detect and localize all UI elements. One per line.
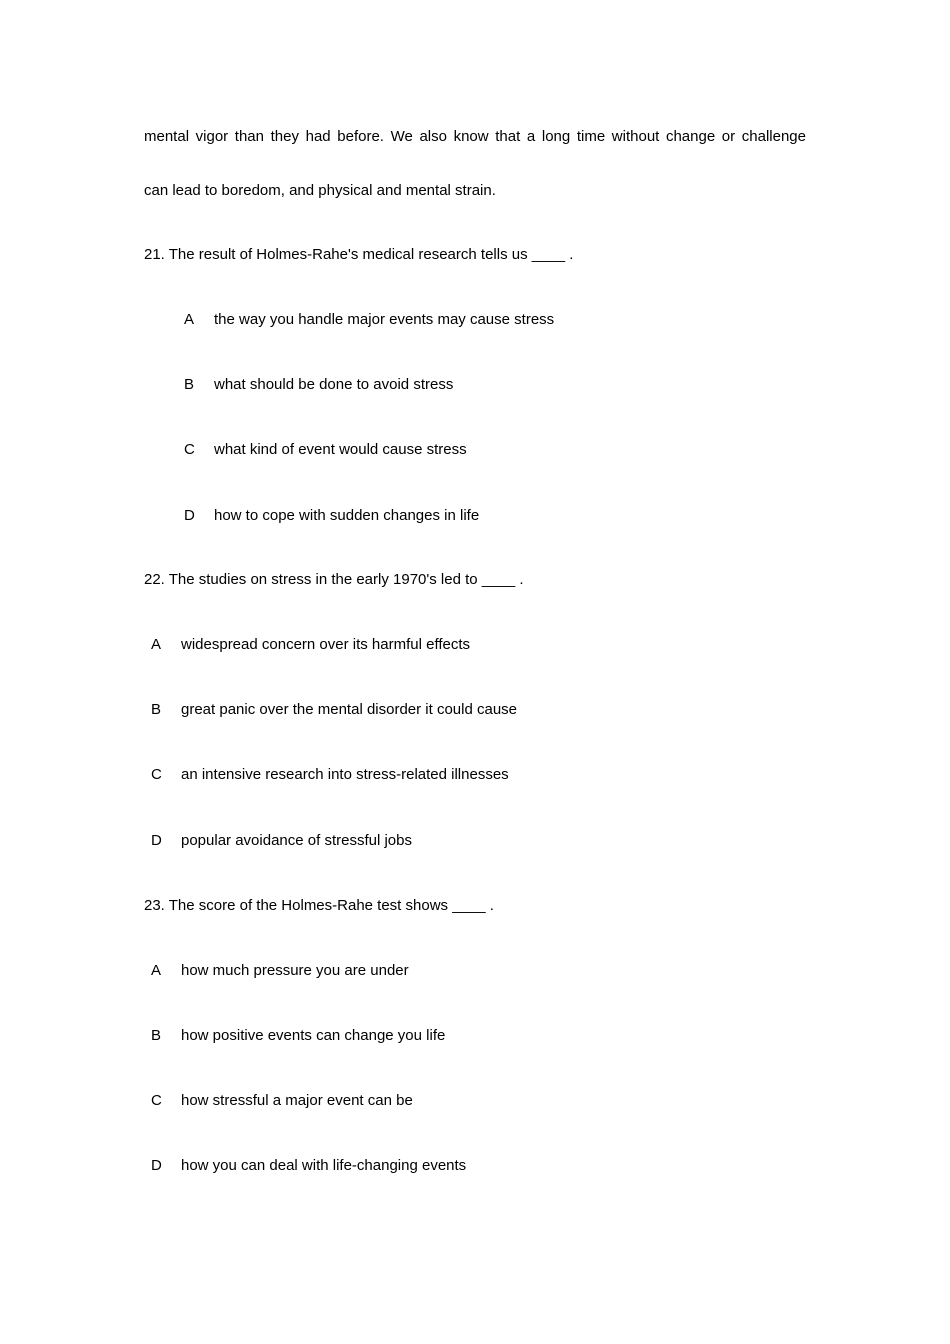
question-23-stem: 23. The score of the Holmes-Rahe test shows ____ . bbox=[144, 897, 494, 914]
option-text: what should be done to avoid stress bbox=[214, 376, 454, 393]
option-text: what kind of event would cause stress bbox=[214, 441, 467, 458]
option-text: how much pressure you are under bbox=[181, 962, 409, 979]
passage-line-2: can lead to boredom, and physical and mental strain. bbox=[144, 182, 496, 199]
option-text: how to cope with sudden changes in life bbox=[214, 507, 480, 524]
option-text: widespread concern over its harmful effects bbox=[181, 636, 471, 653]
option-letter: C bbox=[184, 441, 195, 458]
option-letter: B bbox=[184, 376, 195, 393]
question-23-option-d bbox=[151, 1156, 466, 1176]
option-text: how you can deal with life-changing events bbox=[181, 1157, 467, 1174]
question-21-stem: 21. The result of Holmes-Rahe's medical research tells us ____ . bbox=[144, 246, 574, 263]
option-text: popular avoidance of stressful jobs bbox=[181, 832, 412, 849]
option-text: an intensive research into stress-related illnesses bbox=[181, 766, 509, 783]
option-letter: D bbox=[151, 832, 162, 849]
question-21-option-c bbox=[184, 440, 467, 460]
option-letter: B bbox=[151, 1027, 162, 1044]
question-21-option-b bbox=[184, 375, 453, 395]
question-23-option-b bbox=[151, 1026, 445, 1046]
option-letter: C bbox=[151, 766, 162, 783]
option-letter: B bbox=[151, 701, 162, 718]
question-22-stem: 22. The studies on stress in the early 1970's led to ____ . bbox=[144, 571, 524, 588]
question-22-option-d bbox=[151, 831, 412, 851]
option-letter: A bbox=[184, 311, 195, 328]
option-letter: D bbox=[184, 507, 195, 524]
option-letter: C bbox=[151, 1092, 162, 1109]
question-21-option-a bbox=[184, 310, 554, 330]
option-text: how stressful a major event can be bbox=[181, 1092, 413, 1109]
question-23-option-c bbox=[151, 1091, 413, 1111]
option-text: the way you handle major events may cause stress bbox=[214, 311, 555, 328]
question-22-option-c bbox=[151, 765, 509, 785]
option-letter: D bbox=[151, 1157, 162, 1174]
option-letter: A bbox=[151, 962, 162, 979]
question-22-option-b bbox=[151, 700, 517, 720]
option-text: how positive events can change you life bbox=[181, 1027, 446, 1044]
option-letter: A bbox=[151, 636, 162, 653]
option-text: great panic over the mental disorder it could cause bbox=[181, 701, 518, 718]
question-23-option-a bbox=[151, 961, 409, 981]
question-22-option-a bbox=[151, 635, 470, 655]
passage-line-1: mental vigor than they had before. We also know that a long time without change or challenge bbox=[144, 128, 806, 145]
question-21-option-d bbox=[184, 506, 479, 526]
